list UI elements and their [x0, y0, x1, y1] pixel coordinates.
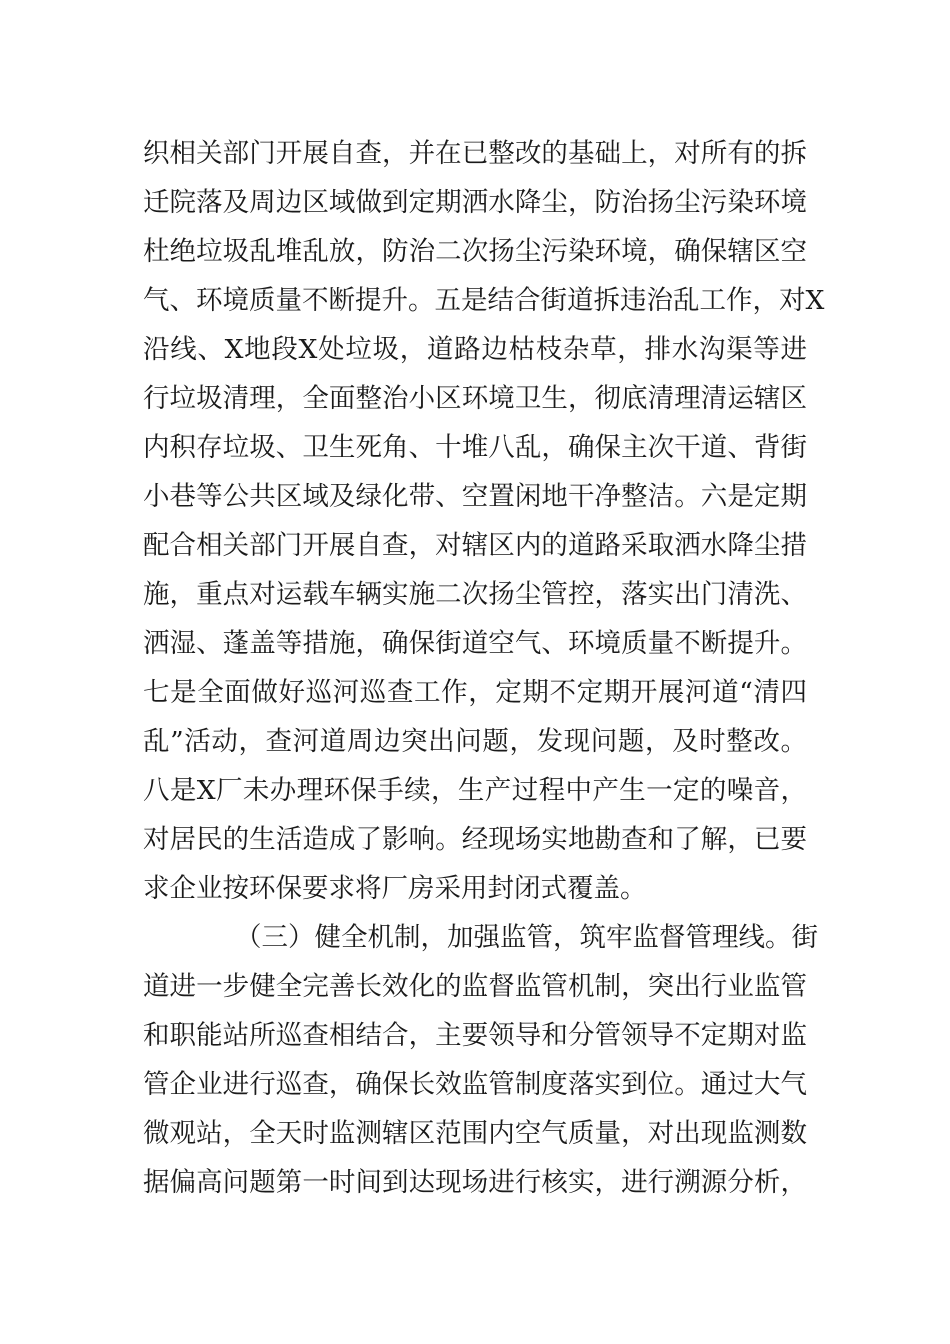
text-line: 求企业按环保要求将厂房采用封闭式覆盖。 — [143, 873, 647, 904]
text-line: 据偏高问题第一时间到达现场进行核实，进行溯源分析， — [143, 1167, 807, 1198]
text-line: 内积存垃圾、卫生死角、十堆八乱，确保主次干道、背街 — [143, 432, 807, 463]
text-line: 管企业进行巡查，确保长效监管制度落实到位。通过大气 — [143, 1069, 807, 1100]
text-line: 织相关部门开展自查，并在已整改的基础上，对所有的拆 — [143, 138, 807, 169]
text-line: 微观站，全天时监测辖区范围内空气质量，对出现监测数 — [143, 1118, 807, 1149]
text-line: 对居民的生活造成了影响。经现场实地勘查和了解，已要 — [143, 824, 807, 855]
text-line: 沿线、X地段X处垃圾，道路边枯枝杂草，排水沟渠等进 — [143, 334, 807, 365]
text-line: 迁院落及周边区域做到定期洒水降尘，防治扬尘污染环境 — [143, 187, 807, 218]
text-line: 七是全面做好巡河巡查工作，定期不定期开展河道“清四 — [143, 677, 807, 708]
text-line: 小巷等公共区域及绿化带、空置闲地干净整洁。六是定期 — [143, 481, 807, 512]
text-line: 乱”活动，查河道周边突出问题，发现问题，及时整改。 — [143, 726, 807, 757]
text-line: 行垃圾清理，全面整治小区环境卫生，彻底清理清运辖区 — [143, 383, 807, 414]
text-line: 施，重点对运载车辆实施二次扬尘管控，落实出门清洗、 — [143, 579, 807, 610]
text-line: 道进一步健全完善长效化的监督监管机制，突出行业监管 — [143, 971, 807, 1002]
text-line: 洒湿、蓬盖等措施，确保街道空气、环境质量不断提升。 — [143, 628, 807, 659]
text-line: 杜绝垃圾乱堆乱放，防治二次扬尘污染环境，确保辖区空 — [143, 236, 807, 267]
text-line: 配合相关部门开展自查，对辖区内的道路采取洒水降尘措 — [143, 530, 807, 561]
text-line: 气、环境质量不断提升。五是结合街道拆违治乱工作，对X — [143, 285, 825, 316]
section-heading-line: （三）健全机制，加强监管，筑牢监督管理线。街 — [235, 922, 818, 953]
text-line: 八是X厂未办理环保手续，生产过程中产生一定的噪音， — [143, 775, 807, 806]
text-line: 和职能站所巡查相结合，主要领导和分管领导不定期对监 — [143, 1020, 807, 1051]
